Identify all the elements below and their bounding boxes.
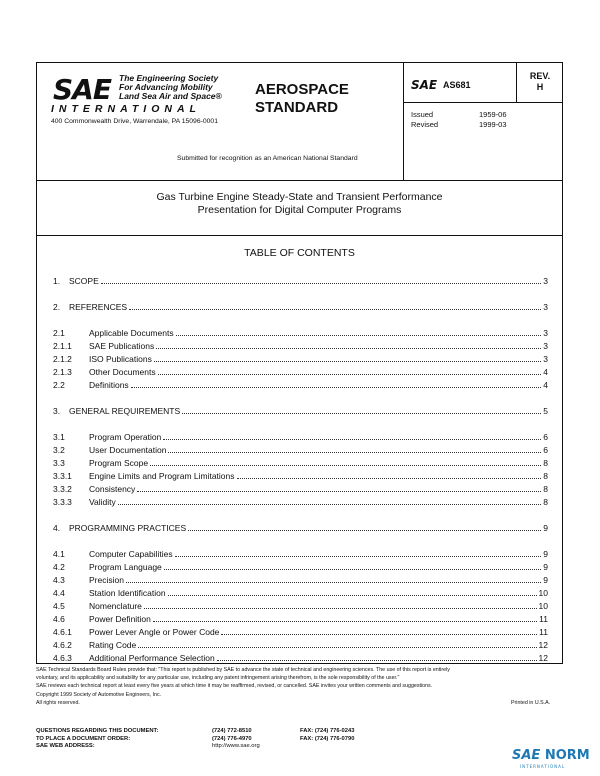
toc-entry-number: 4.4 [53,588,65,598]
toc-entry-page: 5 [543,406,548,416]
toc-entry-label: Applicable Documents [89,328,174,338]
toc-entry [53,301,548,314]
toc-entry-page: 8 [543,471,548,481]
toc-entry [53,600,548,613]
standard-type: AEROSPACE STANDARD [255,81,349,116]
toc-entry-number: 4.6 [53,614,65,624]
toc-leader-dots [182,405,541,414]
toc-entry-page: 8 [543,497,548,507]
toc-leader-dots [168,444,541,453]
toc-entry [53,431,548,444]
toc-entry-number: 3.3.1 [53,471,72,481]
watermark-name: NORM [544,748,590,763]
toc-entry-page: 6 [543,445,548,455]
toc-leader-dots [154,353,541,362]
toc-leader-dots [129,301,541,310]
toc-entry-page: 3 [543,328,548,338]
toc-leader-dots [153,613,537,622]
toc-entry-label: User Documentation [89,445,167,455]
printed-note: Printed in U.S.A. [511,699,551,706]
toc-entry-page: 4 [543,380,548,390]
toc-entry-label: Validity [89,497,116,507]
toc-entry-number: 2. [53,302,61,312]
toc-entry-number: 4. [53,523,61,533]
toc-entry-number: 3.2 [53,445,65,455]
toc-entry [53,405,548,418]
toc-entry [53,587,548,600]
toc-entry-page: 3 [543,276,548,286]
toc-leader-dots [237,470,542,479]
document-frame [36,62,563,664]
toc-entry-label: ISO Publications [89,354,152,364]
toc-entry-page: 12 [538,640,548,650]
toc-leader-dots [144,600,537,609]
toc-entry [53,457,548,470]
toc-entry-label: Station Identification [89,588,166,598]
sae-logo: SAE [53,73,111,106]
header-divider [403,63,404,180]
toc-entry-page: 10 [538,588,548,598]
toc-entry-number: 2.1.1 [53,341,72,351]
toc-entry-number: 3. [53,406,61,416]
toc-entry [53,548,548,561]
toc-entry-label: Program Language [89,562,162,572]
toc-entry-label: SCOPE [69,276,99,286]
toc-leader-dots [175,548,542,557]
toc-entry-page: 3 [543,341,548,351]
toc-entry-page: 4 [543,367,548,377]
toc-entry-number: 2.2 [53,380,65,390]
toc-entry [53,613,548,626]
toc-leader-dots [101,275,542,284]
header-block [37,63,562,181]
toc-entry-label: Rating Code [89,640,137,650]
toc-entry-page: 9 [543,549,548,559]
toc-entry-number: 4.2 [53,562,65,572]
toc-entry-label: Precision [89,575,124,585]
toc-entry-label: Additional Performance Selection [89,653,215,663]
sae-small-logo: SAE [411,78,438,92]
toc-entry [53,379,548,392]
toc-entry-number: 2.1 [53,328,65,338]
toc-entry [53,340,548,353]
toc-entry-label: GENERAL REQUIREMENTS [69,406,181,416]
address: 400 Commonwealth Drive, Warrendale, PA 15096-0001 [51,118,218,125]
toc-entry [53,626,548,639]
toc-entry-number: 2.1.3 [53,367,72,377]
toc-entry-page: 3 [543,354,548,364]
toc-entry [53,470,548,483]
toc-entry-number: 4.6.3 [53,653,72,663]
toc-entry-label: Program Scope [89,458,149,468]
document-number: AS681 [443,80,471,90]
toc-leader-dots [126,574,541,583]
society-tagline: The Engineering Society For Advancing Mobility Land Sea Air and Space® [119,73,222,101]
toc-entry-page: 11 [539,614,548,624]
toc-leader-dots [221,626,537,635]
toc-entry-page: 8 [543,484,548,494]
toc-entry-number: 3.1 [53,432,65,442]
toc-entry-label: PROGRAMMING PRACTICES [69,523,187,533]
toc-entry [53,366,548,379]
toc-entry-page: 9 [543,562,548,572]
toc-entry [53,561,548,574]
toc-entry-label: Power Definition [89,614,151,624]
toc-entry-number: 4.3 [53,575,65,585]
toc-leader-dots [158,366,542,375]
toc-entry-number: 1. [53,276,61,286]
toc-entry [53,483,548,496]
sae-norm-watermark: SAE NORM INTERNATIONAL [512,748,590,769]
toc-leader-dots [217,652,537,661]
issue-dates: Issued 1959-06 Revised 1999-03 [411,110,507,129]
toc-entry [53,275,548,288]
toc-entry-page: 12 [538,653,548,663]
toc-leader-dots [176,327,542,336]
toc-heading: TABLE OF CONTENTS [244,247,355,259]
toc-entry [53,496,548,509]
toc-leader-dots [164,561,541,570]
toc-entry-label: Other Documents [89,367,156,377]
docnum-underline [403,102,562,103]
toc-entry-page: 10 [538,601,548,611]
toc-entry-label: Definitions [89,380,129,390]
toc-entry-number: 3.3.3 [53,497,72,507]
toc-entry [53,652,548,665]
toc-leader-dots [168,587,537,596]
toc-leader-dots [131,379,542,388]
toc-entry [53,353,548,366]
toc-entry-label: Engine Limits and Program Limitations [89,471,235,481]
toc-entry-page: 9 [543,575,548,585]
document-title: Gas Turbine Engine Steady-State and Transient Performance Presentation for Digital Computer Programs [156,191,443,216]
toc-entry-label: Program Operation [89,432,162,442]
toc-entry-page: 6 [543,432,548,442]
submitted-note: Submitted for recognition as an American National Standard [177,155,358,162]
revision: REV. H [529,71,551,92]
toc-entry-number: 2.1.2 [53,354,72,364]
toc-entry [53,522,548,535]
toc-entry [53,444,548,457]
toc-entry-number: 3.3.2 [53,484,72,494]
toc-entry-page: 11 [539,627,548,637]
toc-entry-number: 4.6.1 [53,627,72,637]
toc-entry-page: 9 [543,523,548,533]
toc-entry-number: 3.3 [53,458,65,468]
toc-entry-page: 8 [543,458,548,468]
rev-divider [516,63,517,102]
toc-entry-label: Power Lever Angle or Power Code [89,627,220,637]
toc-leader-dots [188,522,541,531]
toc-entry-label: SAE Publications [89,341,155,351]
toc-leader-dots [150,457,541,466]
toc-entry [53,327,548,340]
international-label: INTERNATIONAL [51,103,201,115]
toc-entry-label: Nomenclature [89,601,142,611]
toc-entry-number: 4.5 [53,601,65,611]
title-separator [37,235,562,236]
toc-entry-label: REFERENCES [69,302,128,312]
toc-leader-dots [118,496,541,505]
toc-entry [53,639,548,652]
toc-entry-label: Computer Capabilities [89,549,173,559]
toc-leader-dots [137,483,541,492]
toc-entry-number: 4.6.2 [53,640,72,650]
toc-entry [53,574,548,587]
toc-entry-page: 3 [543,302,548,312]
toc-leader-dots [156,340,541,349]
toc-leader-dots [138,639,536,648]
toc-entry-number: 4.1 [53,549,65,559]
toc-leader-dots [163,431,541,440]
toc-entry-label: Consistency [89,484,136,494]
